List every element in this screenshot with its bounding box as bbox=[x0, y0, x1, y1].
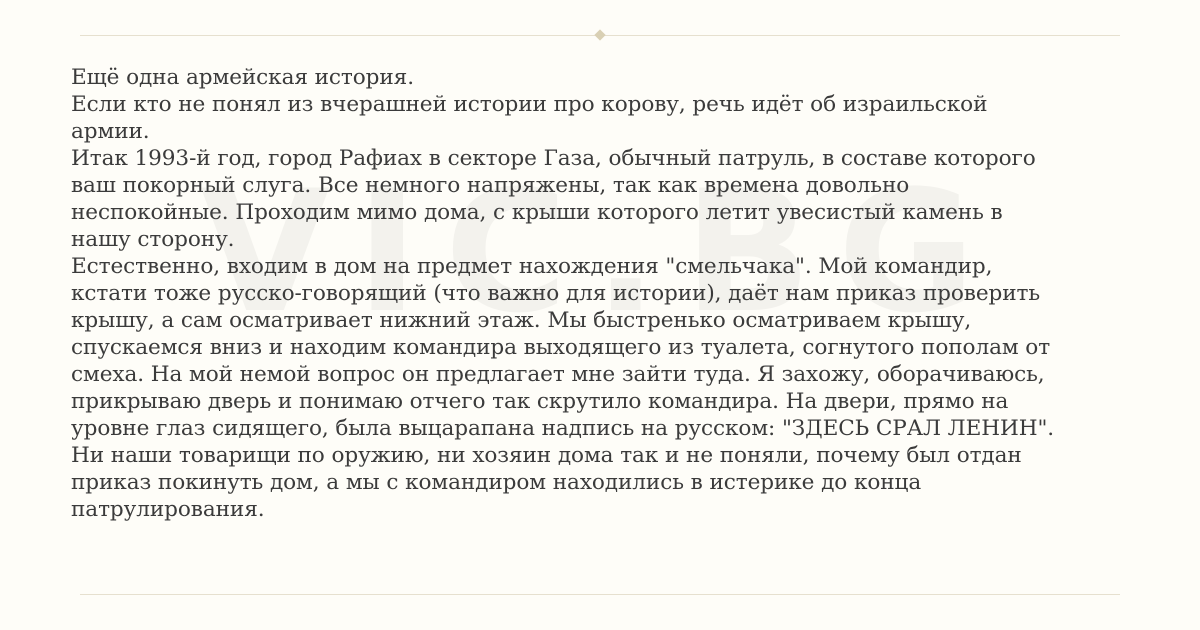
story-text bbox=[71, 64, 1141, 523]
paragraph-ending: Ни наши товарищи по оружию, ни хозяин дома так и не поняли, почему был отдан приказ покинуть дом, а мы с командиром находились в истерике до конца патрулирования. bbox=[71, 443, 1022, 522]
paragraph-house: Естественно, входим в дом на предмет нахождения "смельчака". Мой командир, кстати тоже русско-говорящий (что важно для истории), даёт нам приказ проверить крышу, а сам осматривает нижний этаж. Мы быстренько осматриваем крышу, спускаемся вниз и находим командира выходящего из туалета, согнутого пополам от смеха. На мой немой вопрос он предлагает мне зайти туда. Я захожу, оборачиваюсь, прикрываю дверь и понимаю отчего так скрутило командира. На двери, прямо на уровне глаз сидящего, была выцарапана надпись на русском: "ЗДЕСЬ СРАЛ ЛЕНИН". bbox=[71, 254, 1055, 441]
paragraph-context: Если кто не понял из вчерашней истории про корову, речь идёт об израильской армии. bbox=[71, 92, 988, 144]
divider-ornament-icon bbox=[594, 29, 605, 40]
paragraph-intro: Ещё одна армейская история. bbox=[71, 65, 414, 90]
bottom-divider bbox=[80, 594, 1120, 595]
paragraph-patrol: Итак 1993-й год, город Рафиах в секторе Газа, обычный патруль, в составе которого ваш покорный слуга. Все немного напряжены, так как времена довольно неспокойные. Проходим мимо дома, с крыши которого летит увесистый камень в нашу сторону. bbox=[71, 146, 1036, 252]
